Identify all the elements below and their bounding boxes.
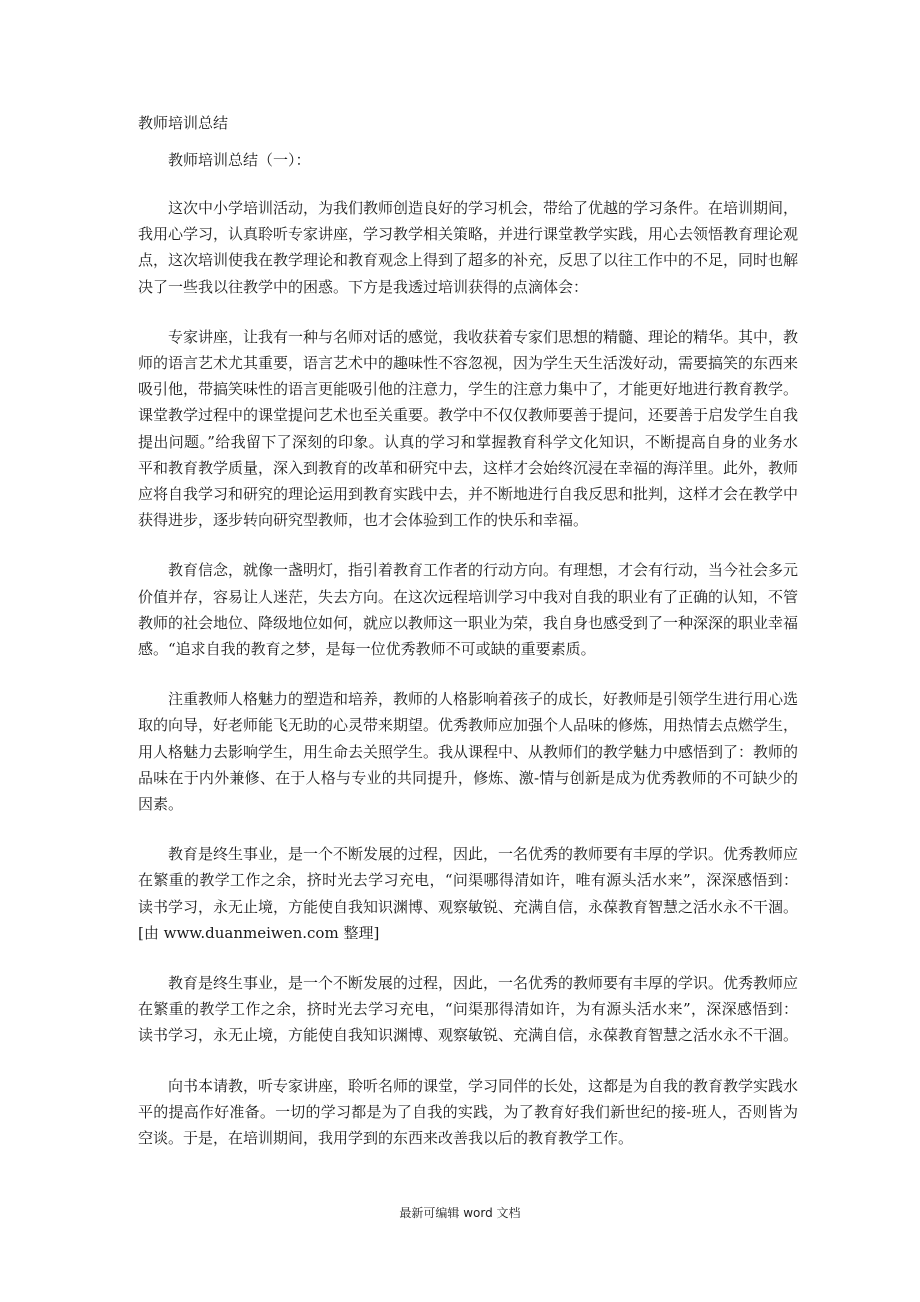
- paragraph-2: 专家讲座，让我有一种与名师对话的感觉，我收获着专家们思想的精髓、理论的精华。其中，教师的语言艺术尤其重要，语言艺术中的趣味性不容忽视，因为学生天生活泼好动，需要搞笑的东西来吸引他，带搞笑味性的语言更能吸引他的注意力，学生的注意力集中了，才能更好地进行教育教学。课堂教学过程中的课堂提问艺术也至关重要。教学中不仅仅教师要善于提问，还要善于启发学生自我提出问题。”给我留下了深刻的印象。认真的学习和掌握教育科学文化知识，不断提高自身的业务水平和教育教学质量，深入到教育的改革和研究中去，这样才会始终沉浸在幸福的海洋里。此外，教师应将自我学习和研究的理论运用到教育实践中去，并不断地进行自我反思和批判，这样才会在教学中获得进步，逐步转向研究型教师，也才会体验到工作的快乐和幸福。: [138, 327, 799, 530]
- paragraph-7: 向书本请教，听专家讲座，聆听名师的课堂，学习同伴的长处，这都是为自我的教育教学实践水平的提高作好准备。一切的学习都是为了自我的实践，为了教育好我们新世纪的接-班人，否则皆为空谈。于是，在培训期间，我用学到的东西来改善我以后的教育教学工作。: [138, 1076, 799, 1148]
- paragraph-5: 教育是终生事业，是一个不断发展的过程，因此，一名优秀的教师要有丰厚的学识。优秀教师应在繁重的教学工作之余，挤时光去学习充电，“问渠哪得清如许，唯有源头活水来”，深深感悟到：读书学习，永无止境，方能使自我知识渊博、观察敏锐、充满自信，永葆教育智慧之活水永不干涸。[由 www.duanmeiwen.com 整理]: [138, 845, 799, 942]
- document-body: [138, 108, 798, 1175]
- paragraph-1: 这次中小学培训活动，为我们教师创造良好的学习机会，带给了优越的学习条件。在培训期间，我用心学习，认真聆听专家讲座，学习教学相关策略，并进行课堂教学实践，用心去领悟教育理论观点，这次培训使我在教学理论和教育观念上得到了超多的补充，反思了以往工作中的不足，同时也解决了一些我以往教学中的困惑。下方是我透过培训获得的点滴体会：: [138, 199, 799, 296]
- document-title: 教师培训总结: [138, 114, 229, 132]
- document-subtitle: 教师培训总结（一）：: [168, 151, 311, 169]
- paragraph-3: 教育信念，就像一盏明灯，指引着教育工作者的行动方向。有理想，才会有行动，当今社会多元价值并存，容易让人迷茫，失去方向。在这次远程培训学习中我对自我的职业有了正确的认知，不管教师的社会地位、降级地位如何，就应以教师这一职业为荣，我自身也感受到了一种深深的职业幸福感。“追求自我的教育之梦，是每一位优秀教师不可或缺的重要素质。: [138, 561, 799, 659]
- page-footer: 最新可编辑 word 文档: [399, 1206, 521, 1220]
- paragraph-4: 注重教师人格魅力的塑造和培养，教师的人格影响着孩子的成长，好教师是引领学生进行用心选取的向导，好老师能飞无助的心灵带来期望。优秀教师应加强个人品味的修炼，用热情去点燃学生，用人格魅力去影响学生，用生命去关照学生。我从课程中、从教师们的教学魅力中感悟到了：教师的品味在于内外兼修、在于人格与专业的共同提升，修炼、激-情与创新是成为优秀教师的不可缺少的因素。: [138, 690, 799, 814]
- paragraph-6: 教育是终生事业，是一个不断发展的过程，因此，一名优秀的教师要有丰厚的学识。优秀教师应在繁重的教学工作之余，挤时光去学习充电，“问渠那得清如许，为有源头活水来”，深深感悟到：读书学习，永无止境，方能使自我知识渊博、观察敏锐、充满自信，永葆教育智慧之活水永不干涸。: [138, 974, 799, 1045]
